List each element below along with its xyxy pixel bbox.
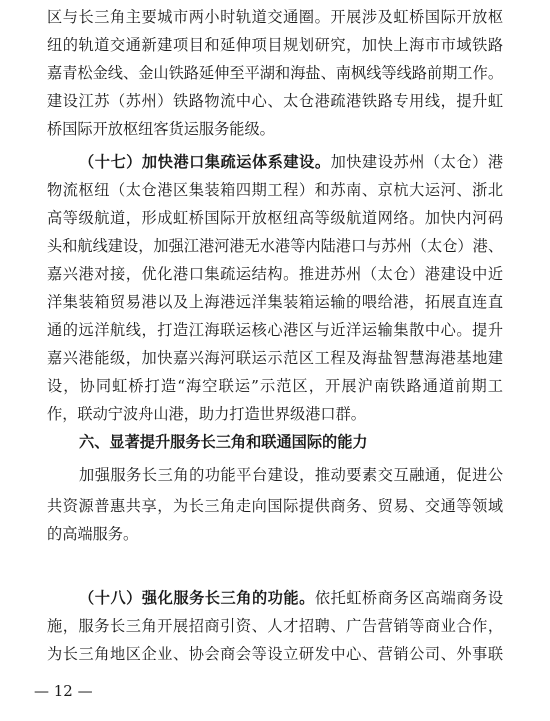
paragraph-line: 嘉青松金线、金山铁路延伸至平湖和海盐、南枫线等线路前期工作。 <box>47 64 503 82</box>
paragraph-line: 施，服务长三角开展招商引资、人才招聘、广告营销等商业合作， <box>47 617 503 635</box>
paragraph-line: 为长三角地区企业、协会商会等设立研发中心、营销公司、外事联 <box>47 645 503 663</box>
section-17-title: （十七）加快港口集疏运体系建设。 <box>79 153 331 171</box>
section-heading-6: 六、显著提升服务长三角和联通国际的能力 <box>79 433 368 451</box>
paragraph-line: 加强服务长三角的功能平台建设，推动要素交互融通，促进公 <box>79 466 503 484</box>
paragraph-line: 头和航线建设，加强江港河港无水港等内陆港口与苏州（太仓）港、 <box>47 237 503 255</box>
paragraph-line: 区与长三角主要城市两小时轨道交通圈。开展涉及虹桥国际开放枢 <box>47 8 503 26</box>
paragraph-line: 桥国际开放枢纽客货运服务能级。 <box>47 120 275 138</box>
paragraph-line: 作，联动宁波舟山港，助力打造世界级港口群。 <box>47 405 366 423</box>
section-17-text: 加快建设苏州（太仓）港 <box>330 153 503 171</box>
paragraph-line: 的高端服务。 <box>47 525 139 543</box>
paragraph-line: 通的远洋航线，打造江海联运核心港区与近洋运输集散中心。提升 <box>47 321 503 339</box>
paragraph-line: 共资源普惠共享，为长三角走向国际提供商务、贸易、交通等领域 <box>47 497 503 515</box>
section-18-title: （十八）强化服务长三角的功能。 <box>79 589 315 607</box>
paragraph-line: 物流枢纽（太仓港区集装箱四期工程）和苏南、京杭大运河、浙北 <box>47 181 503 199</box>
paragraph-line: 建设江苏（苏州）铁路物流中心、太仓港疏港铁路专用线，提升虹 <box>47 92 503 110</box>
paragraph-line: 设，协同虹桥打造“海空联运”示范区，开展沪南铁路通道前期工 <box>47 377 503 395</box>
section-18-text: 依托虹桥商务区高端商务设 <box>314 589 503 607</box>
paragraph-line: 嘉兴港能级，加快嘉兴海河联运示范区工程及海盐智慧海港基地建 <box>47 349 503 367</box>
paragraph-line: 洋集装箱贸易港以及上海港远洋集装箱运输的喂给港，拓展直连直 <box>47 293 503 311</box>
paragraph-line: 高等级航道，形成虹桥国际开放枢纽高等级航道网络。加快内河码 <box>47 209 503 227</box>
paragraph-line: 嘉兴港对接，优化港口集疏运结构。推进苏州（太仓）港建设中近 <box>47 265 503 283</box>
page-number: — 12 — <box>34 682 93 700</box>
section-17-line <box>79 152 503 172</box>
section-18-line <box>79 588 503 608</box>
paragraph-line: 纽的轨道交通新建项目和延伸项目规划研究，加快上海市市域铁路 <box>47 36 503 54</box>
